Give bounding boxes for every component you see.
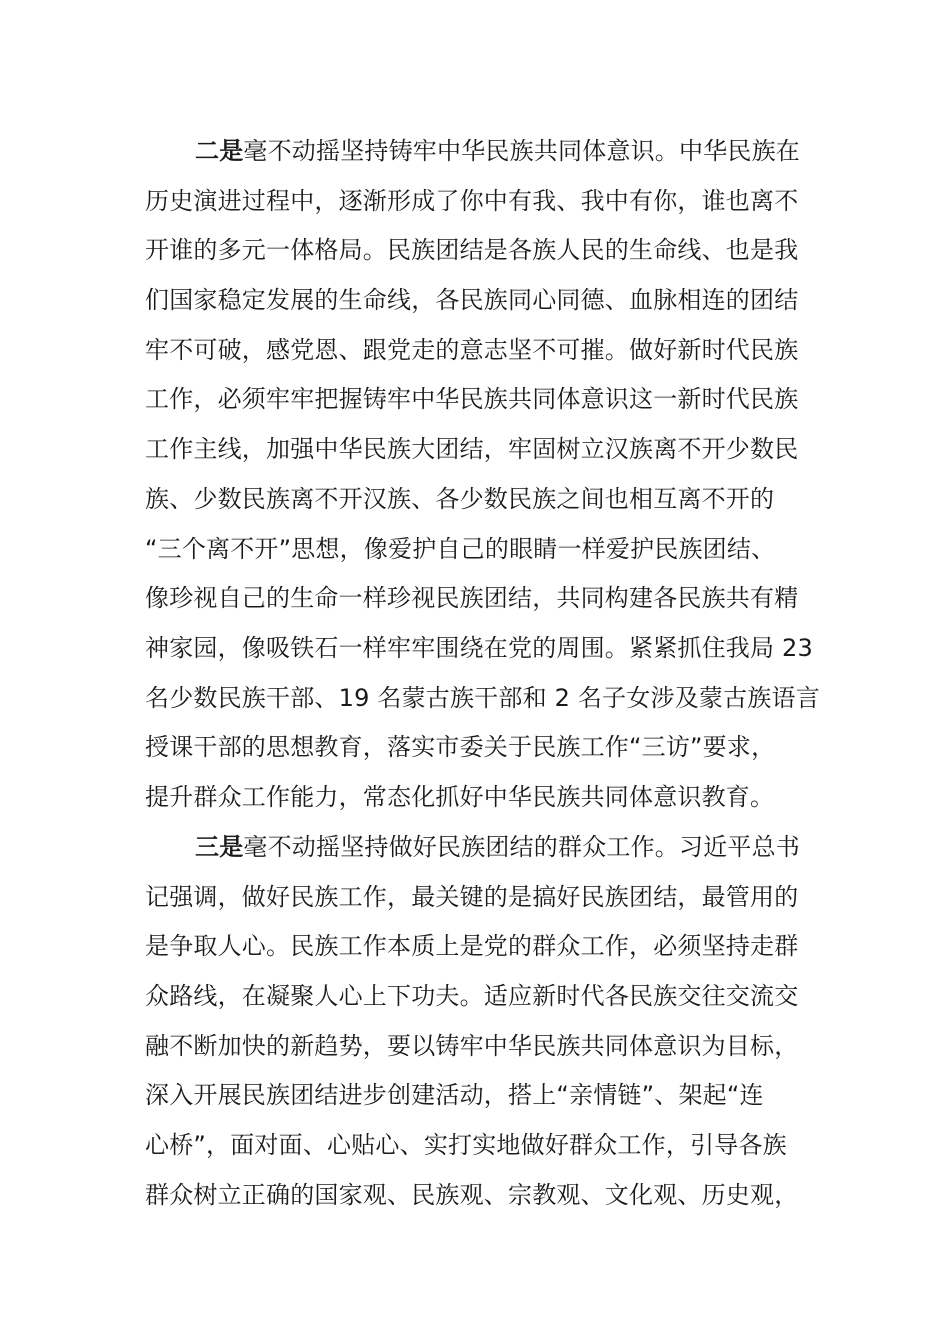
paragraph-line: 众路线，在凝聚人心上下功夫。适应新时代各民族交往交流交 xyxy=(145,982,799,1011)
paragraph-line: 深入开展民族团结进步创建活动，搭上“亲情链”、架起“连 xyxy=(145,1081,764,1110)
paragraph-line: 提升群众工作能力，常态化抓好中华民族共同体意识教育。 xyxy=(145,782,775,811)
paragraph-line: 们国家稳定发展的生命线，各民族同心同德、血脉相连的团结 xyxy=(145,286,799,315)
paragraph-line: 记强调，做好民族工作，最关键的是搞好民族团结，最管用的 xyxy=(145,882,799,911)
paragraph-line: 授课干部的思想教育，落实市委关于民族工作“三访”要求， xyxy=(145,733,776,762)
paragraph-line: 心桥”，面对面、心贴心、实打实地做好群众工作，引导各族 xyxy=(145,1131,787,1160)
paragraph-line: 族、少数民族离不开汉族、各少数民族之间也相互离不开的 xyxy=(145,484,775,513)
paragraph-line: 三是毫不动摇坚持做好民族团结的群众工作。习近平总书 xyxy=(195,833,801,861)
paragraph-line: 是争取人心。民族工作本质上是党的群众工作，必须坚持走群 xyxy=(145,932,799,961)
paragraph-line: 神家园，像吸铁石一样牢牢围绕在党的周围。紧紧抓住我局 23 xyxy=(145,633,813,662)
paragraph-lead: 三是 xyxy=(195,833,244,861)
paragraph-line: “三个离不开”思想，像爱护自己的眼睛一样爱护民族团结、 xyxy=(145,534,776,563)
paragraph-line: 群众树立正确的国家观、民族观、宗教观、文化观、历史观， xyxy=(145,1180,799,1209)
paragraph-3 xyxy=(145,823,805,1221)
paragraph-line: 名少数民族干部、19 名蒙古族干部和 2 名子女涉及蒙古族语言 xyxy=(145,683,820,712)
paragraph-line: 历史演进过程中，逐渐形成了你中有我、我中有你，谁也离不 xyxy=(145,186,799,215)
paragraph-line: 工作主线，加强中华民族大团结，牢固树立汉族离不开少数民 xyxy=(145,435,799,464)
paragraph-2 xyxy=(145,127,820,823)
paragraph-line: 像珍视自己的生命一样珍视民族团结，共同构建各民族共有精 xyxy=(145,584,799,613)
paragraph-line: 开谁的多元一体格局。民族团结是各族人民的生命线、也是我 xyxy=(145,236,799,265)
paragraph-line: 融不断加快的新趋势，要以铸牢中华民族共同体意识为目标， xyxy=(145,1031,799,1060)
paragraph-line: 工作，必须牢牢把握铸牢中华民族共同体意识这一新时代民族 xyxy=(145,385,799,414)
paragraph-line: 二是毫不动摇坚持铸牢中华民族共同体意识。中华民族在 xyxy=(195,137,801,165)
paragraph-lead: 二是 xyxy=(195,137,244,165)
paragraph-line: 牢不可破，感党恩、跟党走的意志坚不可摧。做好新时代民族 xyxy=(145,335,799,364)
